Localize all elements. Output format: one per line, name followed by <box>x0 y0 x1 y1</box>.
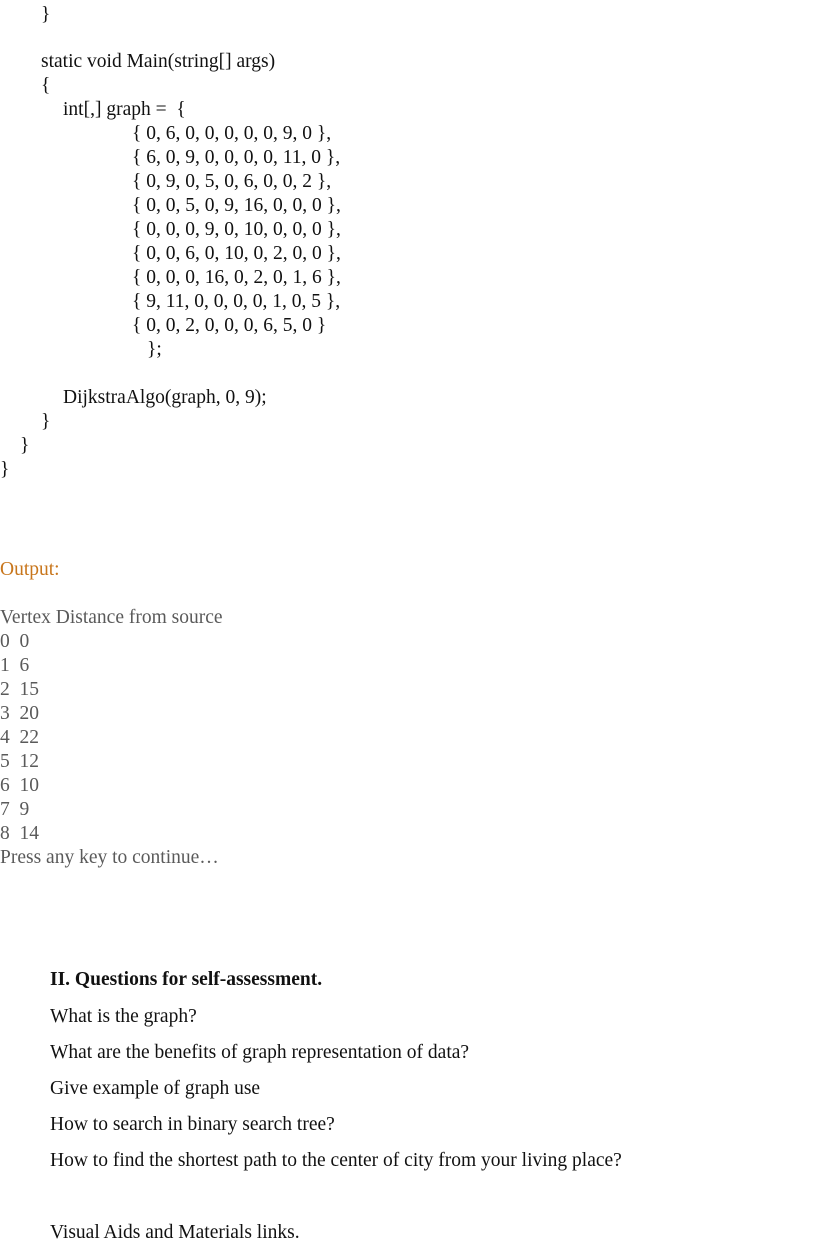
code-close-brace: } <box>41 4 51 25</box>
question-item: What is the graph? <box>50 1006 197 1027</box>
graph-row: { 6, 0, 9, 0, 0, 0, 0, 11, 0 }, <box>132 147 341 168</box>
graph-row: { 0, 0, 0, 16, 0, 2, 0, 1, 6 }, <box>132 267 341 288</box>
output-heading: Output: <box>0 559 60 580</box>
question-item: How to search in binary search tree? <box>50 1114 335 1135</box>
output-row: 1 6 <box>0 655 30 676</box>
graph-row: { 0, 0, 6, 0, 10, 0, 2, 0, 0 }, <box>132 243 341 264</box>
output-row: 2 15 <box>0 679 39 700</box>
output-row: 6 10 <box>0 775 39 796</box>
method-close-brace: } <box>41 411 51 432</box>
graph-row: { 0, 0, 2, 0, 0, 0, 6, 5, 0 } <box>132 315 327 336</box>
namespace-close-brace: } <box>0 459 10 480</box>
output-row: 0 0 <box>0 631 30 652</box>
graph-declaration: int[,] graph = { <box>63 99 186 120</box>
main-signature: static void Main(string[] args) <box>41 51 276 72</box>
main-open-brace: { <box>41 75 51 96</box>
graph-row: { 0, 9, 0, 5, 0, 6, 0, 0, 2 }, <box>132 171 332 192</box>
output-row: 4 22 <box>0 727 39 748</box>
graph-row: { 9, 11, 0, 0, 0, 0, 1, 0, 5 }, <box>132 291 341 312</box>
graph-row: { 0, 0, 0, 9, 0, 10, 0, 0, 0 }, <box>132 219 341 240</box>
question-item: What are the benefits of graph representation of data? <box>50 1042 470 1063</box>
graph-row: { 0, 0, 5, 0, 9, 16, 0, 0, 0 }, <box>132 195 341 216</box>
output-row: 3 20 <box>0 703 39 724</box>
output-row: 7 9 <box>0 799 30 820</box>
output-row: 5 12 <box>0 751 39 772</box>
questions-title: II. Questions for self-assessment. <box>50 969 323 990</box>
output-footer: Press any key to continue… <box>0 847 219 868</box>
question-item: How to find the shortest path to the center of city from your living place? <box>50 1150 622 1171</box>
visual-aids-heading: Visual Aids and Materials links. <box>50 1222 300 1243</box>
graph-close: }; <box>147 339 162 360</box>
class-close-brace: } <box>20 435 30 456</box>
output-row: 8 14 <box>0 823 39 844</box>
question-item: Give example of graph use <box>50 1078 261 1099</box>
graph-row: { 0, 6, 0, 0, 0, 0, 0, 9, 0 }, <box>132 123 332 144</box>
output-header: Vertex Distance from source <box>0 607 223 628</box>
dijkstra-call: DijkstraAlgo(graph, 0, 9); <box>63 387 267 408</box>
